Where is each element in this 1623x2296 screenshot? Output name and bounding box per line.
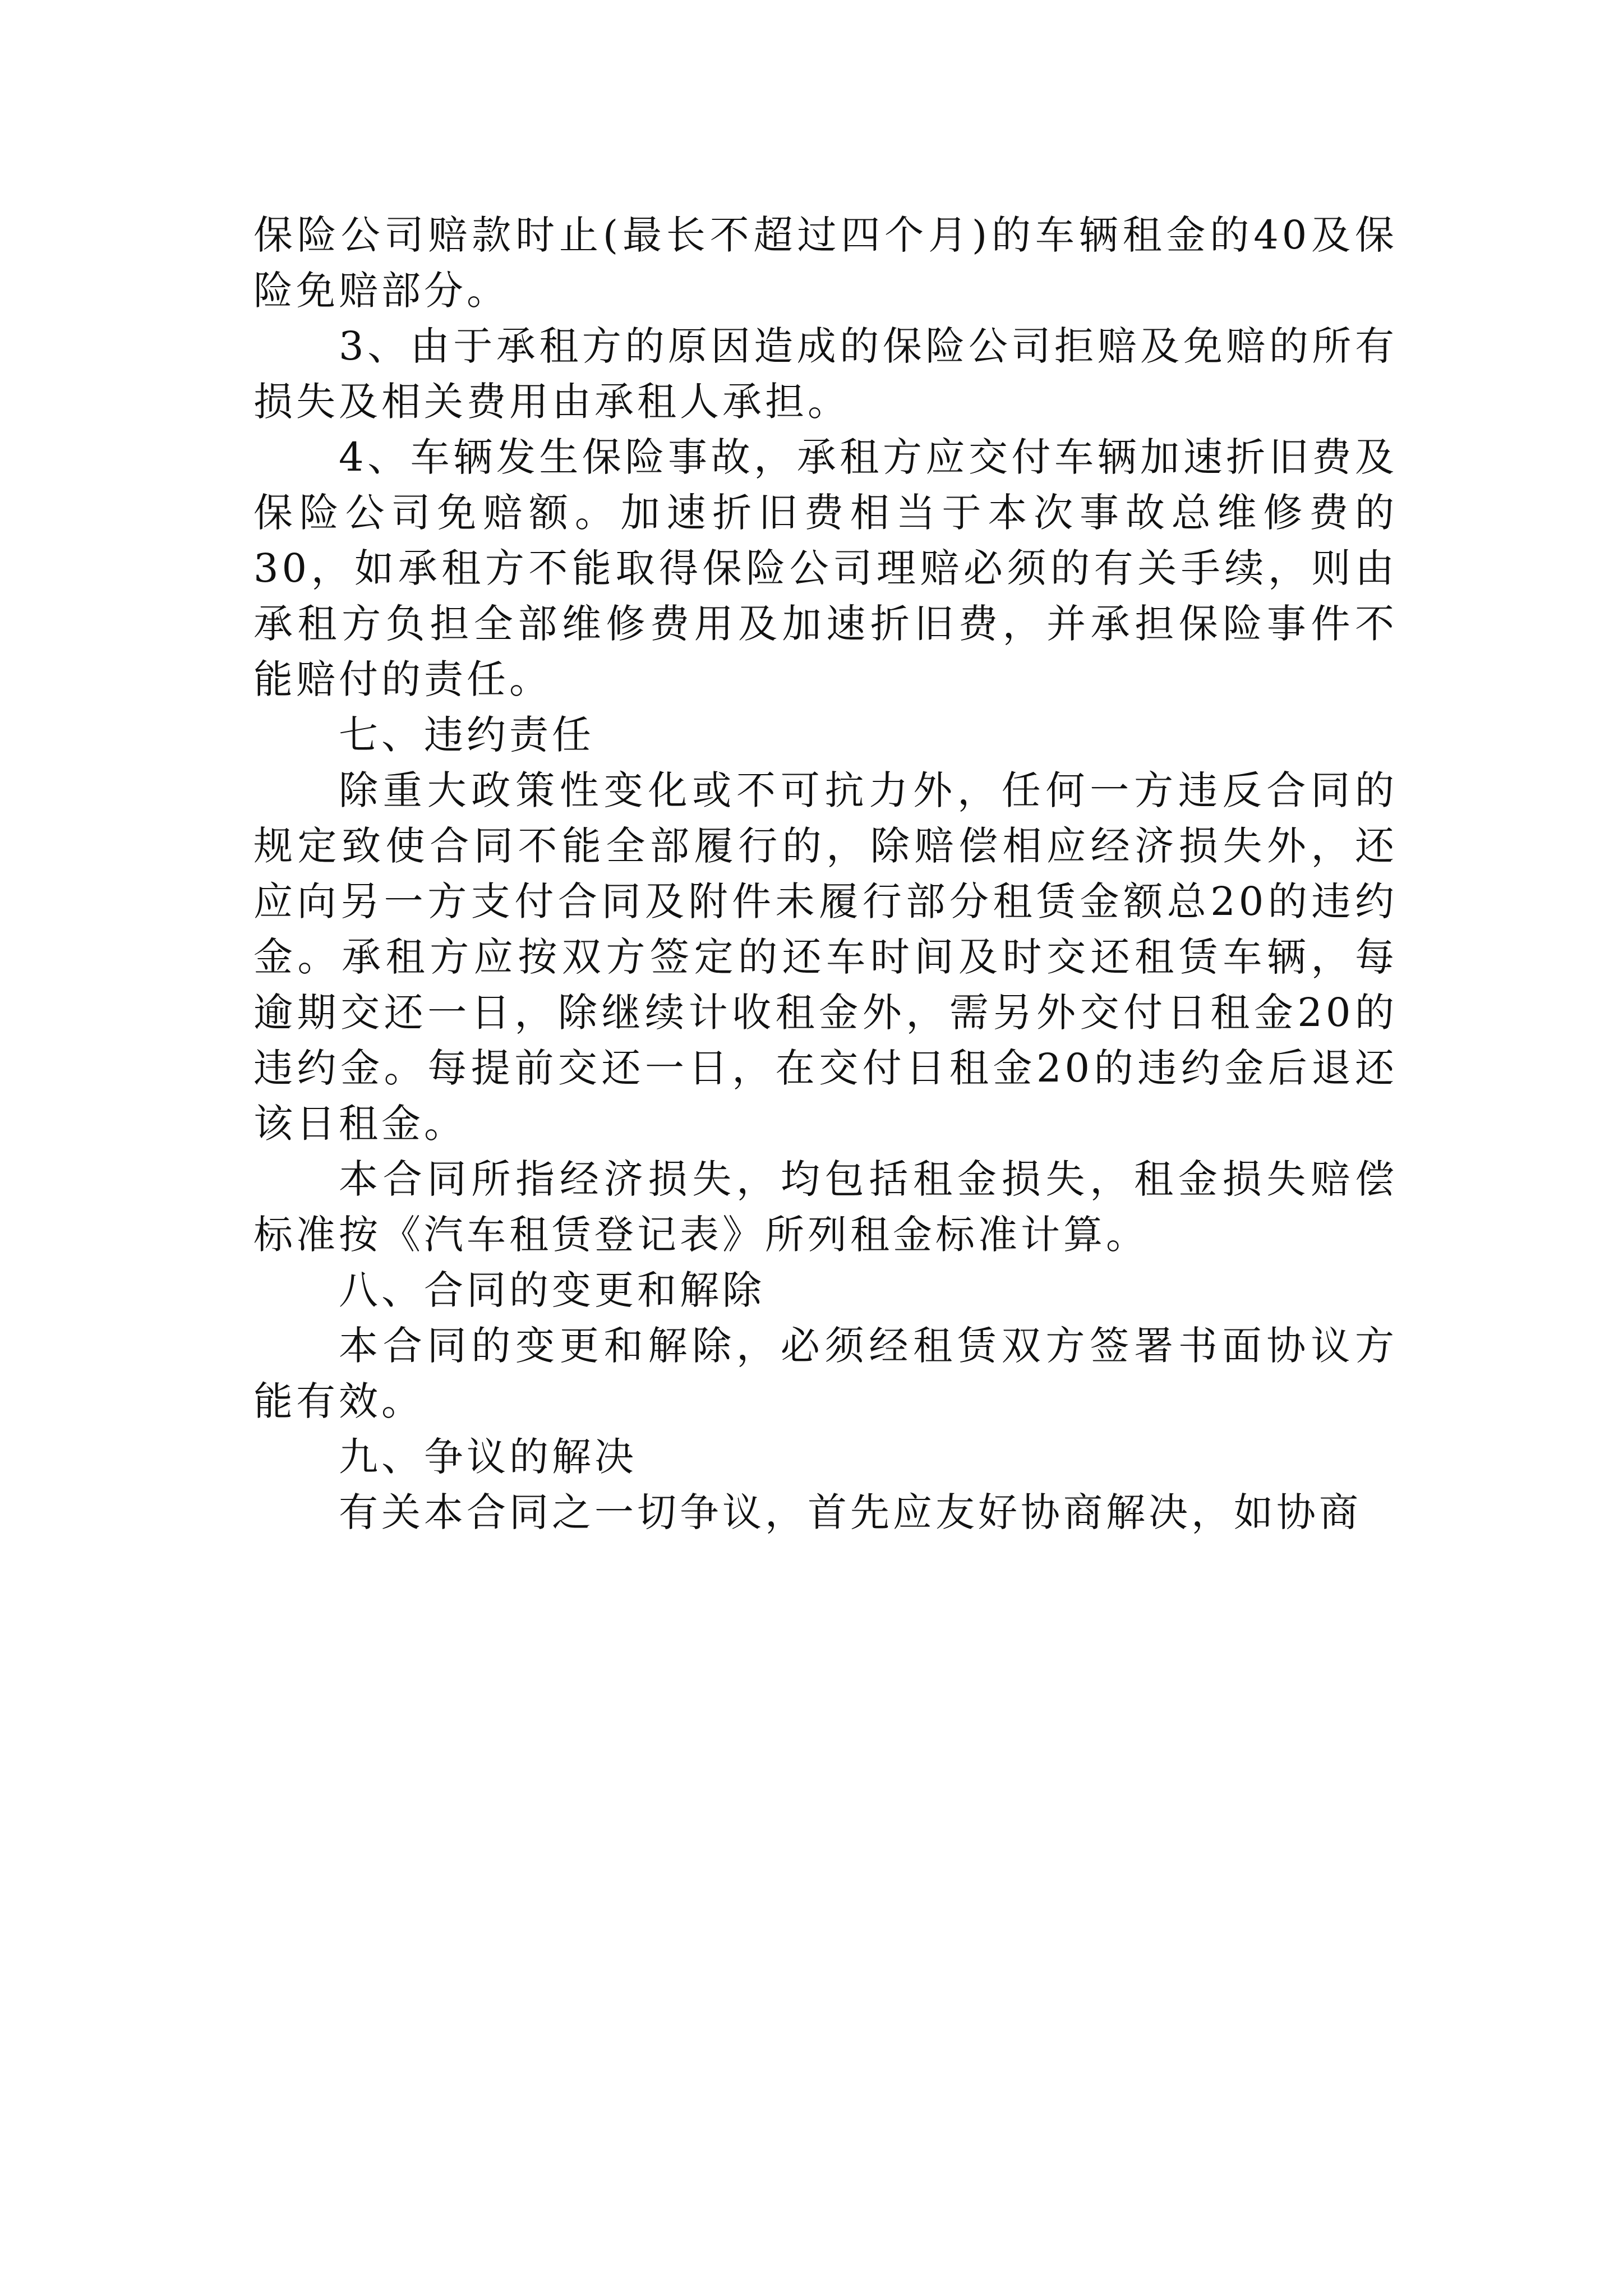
- paragraph-economic-loss: 本合同所指经济损失，均包括租金损失，租金损失赔偿标准按《汽车租赁登记表》所列租金标准计算。: [253, 1156, 1398, 1258]
- paragraph-clause-3: 3、由于承租方的原因造成的保险公司拒赔及免赔的所有损失及相关费用由承租人承担。: [253, 323, 1398, 425]
- paragraph-breach-terms: 除重大政策性变化或不可抗力外，任何一方违反合同的规定致使合同不能全部履行的，除赔偿相应经济损失外，还应向另一方支付合同及附件未履行部分租赁金额总20的违约金。承租方应按双方签定的还车时间及时交还租赁车辆，每逾期交还一日，除继续计收租金外，需另外交付日租金20的违约金。每提前交还一日，在交付日租金20的违约金后退还该日租金。: [253, 767, 1398, 1147]
- section-heading-dispute-resolution: 九、争议的解决: [339, 1434, 637, 1480]
- paragraph-dispute-resolution: 有关本合同之一切争议，首先应友好协商解决，如协商: [339, 1489, 1362, 1535]
- section-heading-breach-liability: 七、违约责任: [339, 712, 594, 758]
- section-heading-contract-change: 八、合同的变更和解除: [339, 1267, 765, 1313]
- document-body: [253, 208, 1398, 1540]
- paragraph-clause-4: 4、车辆发生保险事故，承租方应交付车辆加速折旧费及保险公司免赔额。加速折旧费相当于本次事故总维修费的30，如承租方不能取得保险公司理赔必须的有关手续，则由承租方负担全部维修费用及加速折旧费，并承担保险事件不能赔付的责任。: [253, 434, 1398, 702]
- paragraph-contract-change: 本合同的变更和解除，必须经租赁双方签署书面协议方能有效。: [253, 1323, 1398, 1424]
- paragraph-insurance-compensation-end: 保险公司赔款时止(最长不超过四个月)的车辆租金的40及保险免赔部分。: [253, 212, 1398, 314]
